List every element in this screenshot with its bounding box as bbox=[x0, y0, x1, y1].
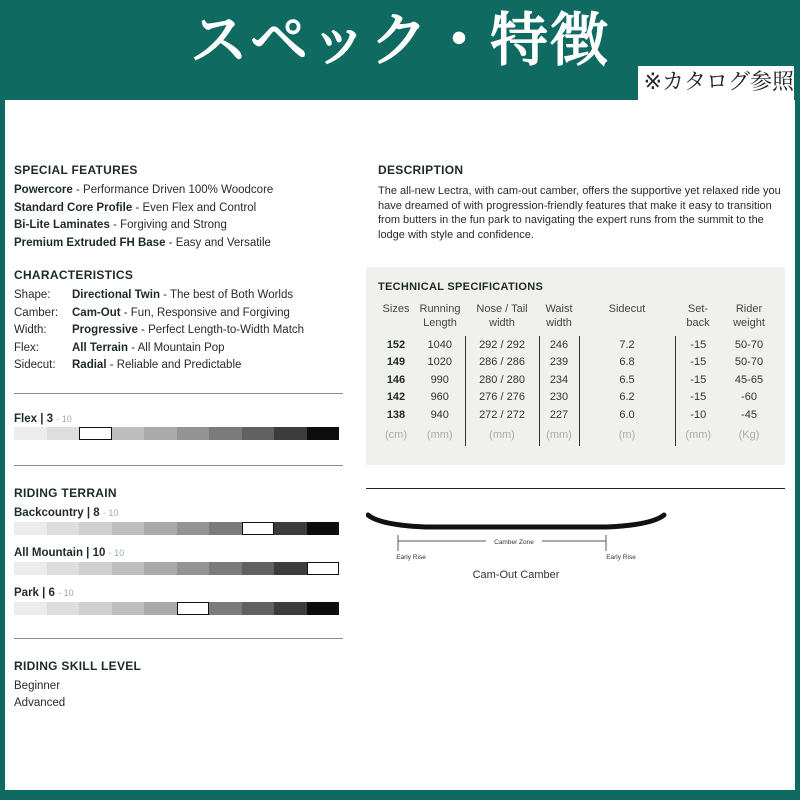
rating-segment bbox=[274, 427, 307, 440]
characteristic-item: Flex: All Terrain - All Mountain Pop bbox=[14, 341, 225, 354]
spec-cell: -60 bbox=[741, 391, 757, 404]
spec-cell: 234 bbox=[539, 371, 579, 389]
spec-cell: -15 bbox=[675, 336, 721, 354]
header-title: スペック・特徴 bbox=[189, 6, 610, 74]
spec-column-header: Running Length bbox=[419, 303, 461, 329]
rating-segment bbox=[14, 562, 47, 575]
spec-column-header: Waist width bbox=[545, 303, 573, 329]
rating-segment bbox=[307, 427, 340, 440]
rating-segment bbox=[47, 427, 80, 440]
spec-cell: 940 bbox=[430, 408, 449, 421]
spec-row bbox=[377, 389, 777, 407]
rating-segment bbox=[274, 522, 307, 535]
spec-cell: 246 bbox=[539, 336, 579, 354]
skill-level-item: Beginner bbox=[14, 680, 61, 692]
board-profile bbox=[368, 515, 664, 527]
rating-segment bbox=[242, 562, 275, 575]
rating-segment bbox=[274, 562, 307, 575]
spec-cell: 6.0 bbox=[579, 406, 675, 424]
rating-segment bbox=[274, 602, 307, 615]
spec-column-header: Sizes bbox=[382, 303, 410, 315]
spec-cell: 286 / 286 bbox=[465, 354, 539, 372]
rating-segment bbox=[47, 522, 80, 535]
spec-column-header: Sidecut bbox=[608, 303, 646, 315]
rating-segment bbox=[209, 522, 242, 535]
camber-zone-label: Camber Zone bbox=[494, 539, 534, 546]
spec-cell: 1040 bbox=[427, 338, 452, 351]
rating-segment bbox=[79, 522, 112, 535]
rating-segment bbox=[242, 602, 275, 615]
terrain-backcountry-label: Backcountry | 8 - 10 bbox=[14, 507, 119, 519]
spec-cell: 292 / 292 bbox=[465, 336, 539, 354]
rating-segment bbox=[14, 427, 47, 440]
characteristics-heading: CHARACTERISTICS bbox=[14, 268, 134, 282]
spec-cell: 272 / 272 bbox=[465, 406, 539, 424]
spec-cell: 149 bbox=[386, 356, 406, 369]
rating-segment bbox=[209, 427, 242, 440]
rating-segment bbox=[177, 427, 210, 440]
rating-segment bbox=[144, 522, 177, 535]
spec-cell: -10 bbox=[675, 406, 721, 424]
terrain-park-bar bbox=[14, 602, 339, 615]
characteristic-item: Sidecut: Radial - Reliable and Predictable bbox=[14, 359, 242, 371]
flex-rating-label: Flex | 3 - 10 bbox=[14, 413, 72, 425]
rating-segment bbox=[177, 562, 210, 575]
rating-segment bbox=[144, 602, 177, 615]
rating-segment bbox=[112, 562, 145, 575]
rating-segment bbox=[112, 427, 145, 440]
rating-selected-segment bbox=[307, 562, 340, 575]
skill-level-item: Advanced bbox=[14, 697, 66, 709]
rating-segment bbox=[47, 602, 80, 615]
camber-profile-diagram bbox=[366, 505, 676, 595]
spec-unit: (Kg) bbox=[738, 428, 760, 441]
feature-item: Powercore - Performance Driven 100% Woodcore bbox=[14, 184, 274, 196]
divider bbox=[14, 465, 343, 466]
rating-segment bbox=[14, 522, 47, 535]
rating-selected-segment bbox=[242, 522, 275, 535]
spec-unit: (mm) bbox=[675, 424, 721, 446]
terrain-all-mountain-label: All Mountain | 10 - 10 bbox=[14, 547, 125, 559]
spec-cell: 138 bbox=[386, 408, 406, 421]
catalog-note: ※カタログ参照 bbox=[638, 66, 794, 100]
riding-skill-heading: RIDING SKILL LEVEL bbox=[14, 659, 142, 673]
rating-segment bbox=[307, 602, 340, 615]
feature-item: Premium Extruded FH Base - Easy and Versatile bbox=[14, 236, 271, 249]
tech-specs-table bbox=[377, 302, 777, 446]
description-heading: DESCRIPTION bbox=[378, 163, 464, 177]
spec-cell: 960 bbox=[430, 391, 449, 404]
rating-segment bbox=[144, 562, 177, 575]
spec-unit: (mm) bbox=[426, 428, 453, 441]
divider bbox=[14, 638, 343, 639]
spec-cell: -45 bbox=[741, 408, 757, 421]
rating-segment bbox=[144, 427, 177, 440]
spec-column-header: Nose / Tail width bbox=[476, 303, 528, 329]
rating-segment bbox=[79, 602, 112, 615]
spec-row bbox=[377, 406, 777, 424]
rating-selected-segment bbox=[79, 427, 112, 440]
special-features-heading: SPECIAL FEATURES bbox=[14, 163, 138, 177]
divider bbox=[366, 488, 785, 489]
spec-cell: -15 bbox=[675, 389, 721, 407]
spec-cell: 1020 bbox=[427, 356, 452, 369]
rating-selected-segment bbox=[177, 602, 210, 615]
spec-cell: 6.2 bbox=[579, 389, 675, 407]
spec-column-header: Set- back bbox=[686, 303, 710, 329]
divider bbox=[14, 393, 343, 394]
spec-cell: 152 bbox=[386, 338, 406, 351]
riding-terrain-heading: RIDING TERRAIN bbox=[14, 486, 117, 500]
rating-segment bbox=[14, 602, 47, 615]
rating-segment bbox=[209, 602, 242, 615]
terrain-backcountry-bar bbox=[14, 522, 339, 535]
spec-unit: (mm) bbox=[465, 424, 539, 446]
spec-row bbox=[377, 336, 777, 354]
spec-unit: (cm) bbox=[385, 428, 407, 441]
terrain-all-mountain-bar bbox=[14, 562, 339, 575]
spec-column-header: Rider weight bbox=[733, 303, 765, 329]
spec-row bbox=[377, 371, 777, 389]
early-rise-left-label: Early Rise bbox=[396, 554, 426, 561]
spec-cell: 6.8 bbox=[579, 354, 675, 372]
spec-cell: -15 bbox=[675, 354, 721, 372]
characteristic-item: Shape: Directional Twin - The best of Both Worlds bbox=[14, 289, 294, 301]
rating-segment bbox=[307, 522, 340, 535]
rating-segment bbox=[112, 602, 145, 615]
feature-item: Bi-Lite Laminates - Forgiving and Strong bbox=[14, 219, 227, 231]
terrain-park-label: Park | 6 - 10 bbox=[14, 587, 74, 599]
spec-cell: 142 bbox=[386, 391, 406, 404]
rating-segment bbox=[112, 522, 145, 535]
tech-specs-heading: TECHNICAL SPECIFICATIONS bbox=[378, 281, 544, 293]
spec-cell: 230 bbox=[539, 389, 579, 407]
spec-cell: -15 bbox=[675, 371, 721, 389]
spec-cell: 50-70 bbox=[734, 356, 764, 369]
rating-segment bbox=[79, 562, 112, 575]
rating-segment bbox=[242, 427, 275, 440]
flex-rating-bar bbox=[14, 427, 339, 440]
characteristic-item: Camber: Cam-Out - Fun, Responsive and Forgiving bbox=[14, 306, 290, 319]
spec-unit: (mm) bbox=[539, 424, 579, 446]
spec-cell: 6.5 bbox=[579, 371, 675, 389]
rating-segment bbox=[209, 562, 242, 575]
spec-row bbox=[377, 354, 777, 372]
rating-segment bbox=[177, 522, 210, 535]
spec-cell: 276 / 276 bbox=[465, 389, 539, 407]
spec-cell: 227 bbox=[539, 406, 579, 424]
camber-caption: Cam-Out Camber bbox=[472, 569, 560, 581]
spec-cell: 50-70 bbox=[734, 338, 764, 351]
feature-item: Standard Core Profile - Even Flex and Control bbox=[14, 201, 257, 214]
spec-cell: 7.2 bbox=[579, 336, 675, 354]
description-text: The all-new Lectra, with cam-out camber, offers the supportive yet relaxed ride you have dreamed of with progression-friendly features that make it easy to transition from butters in the fun park to navigating the expert runs from the summit to the lodge with style and confidence. bbox=[378, 185, 781, 241]
early-rise-right-label: Early Rise bbox=[606, 554, 636, 561]
characteristic-item: Width: Progressive - Perfect Length-to-Width Match bbox=[14, 324, 305, 336]
spec-cell: 990 bbox=[430, 373, 449, 386]
spec-cell: 45-65 bbox=[734, 373, 764, 386]
spec-cell: 146 bbox=[386, 373, 406, 386]
spec-cell: 280 / 280 bbox=[465, 371, 539, 389]
spec-cell: 239 bbox=[539, 354, 579, 372]
rating-segment bbox=[47, 562, 80, 575]
spec-unit: (m) bbox=[579, 424, 675, 446]
